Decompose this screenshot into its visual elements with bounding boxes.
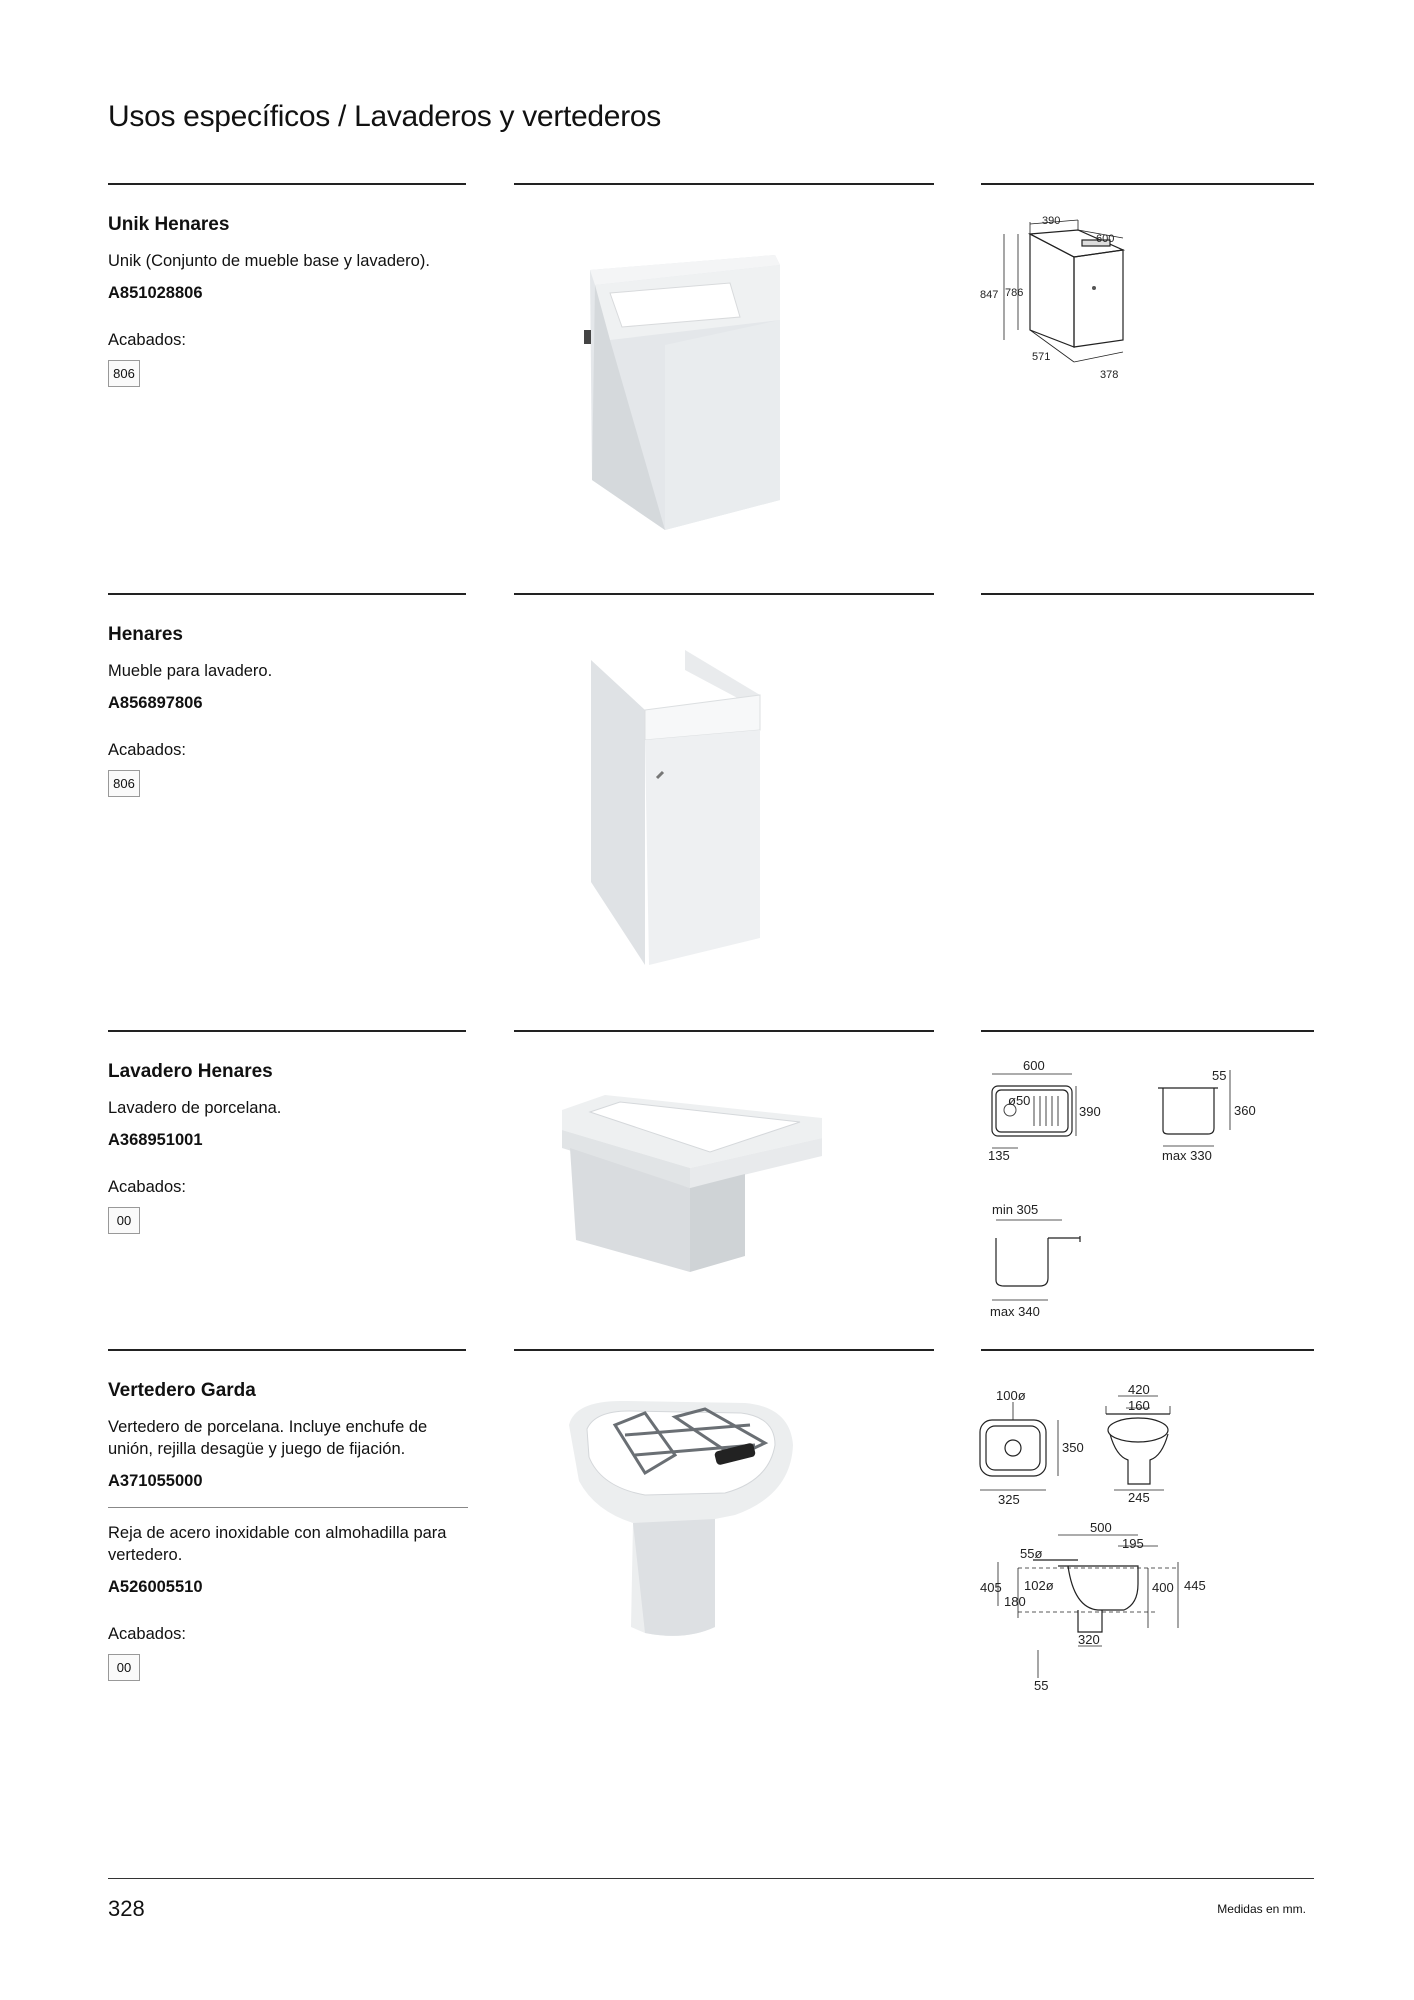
finish-label: Acabados: [108,1178,186,1196]
dim-500: 500 [1090,1520,1112,1535]
section-divider [108,1030,466,1032]
dim-55: 55 [1034,1678,1049,1693]
dim-378: 378 [1100,369,1119,381]
section-divider [108,593,466,595]
section-divider [514,183,934,185]
unik-henares-technical-drawing [978,212,1158,392]
dim-max-340: max 340 [990,1304,1040,1319]
dim-786: 786 [1005,287,1024,299]
product-info-henares [108,624,468,797]
product-info-lavadero-henares [108,1061,468,1234]
sub-divider [108,1507,468,1508]
dim-hole: ø50 [1008,1093,1031,1108]
lavadero-henares-technical-drawing [978,1060,1278,1320]
dim-420: 420 [1128,1382,1150,1397]
dim-180: 180 [1004,1594,1026,1609]
product-code: A856897806 [108,694,203,712]
dim-600: 600 [1023,1060,1045,1073]
dim-390: 390 [1042,215,1061,227]
accessory-code: A526005510 [108,1578,203,1596]
lavadero-henares-photo [560,1090,825,1275]
dim-195: 195 [1122,1536,1144,1551]
dim-325: 325 [998,1492,1020,1507]
dim-847: 847 [980,289,999,301]
vertedero-garda-photo [565,1395,800,1645]
dim-max-330: max 330 [1162,1148,1212,1163]
dim-350: 350 [1062,1440,1084,1455]
dim-135: 135 [988,1148,1010,1163]
page-number: 328 [108,1896,145,1921]
dim-100: 100ø [996,1388,1026,1403]
section-divider [981,183,1314,185]
dim-360: 360 [1234,1103,1256,1118]
henares-cabinet-photo [585,650,765,970]
finish-swatch[interactable]: 806 [108,360,140,387]
product-description: Vertedero de porcelana. Incluye enchufe de unión, rejilla desagüe y juego de fijación. [108,1418,428,1458]
dim-55: 55 [1212,1068,1227,1083]
product-description: Unik (Conjunto de mueble base y lavadero). [108,252,430,270]
vertedero-garda-technical-drawing [978,1378,1238,1698]
dim-400: 400 [1152,1580,1174,1595]
finish-label: Acabados: [108,741,186,759]
finish-label: Acabados: [108,1625,186,1643]
dim-600: 600 [1096,233,1115,245]
section-divider [514,593,934,595]
product-code: A368951001 [108,1131,203,1149]
footer-divider [108,1878,1314,1879]
section-divider [108,183,466,185]
product-description: Lavadero de porcelana. [108,1099,282,1117]
dim-160: 160 [1128,1398,1150,1413]
section-divider [108,1349,466,1351]
section-divider [981,1349,1314,1351]
units-note: Medidas en mm. [1217,1902,1306,1916]
product-code: A851028806 [108,284,203,302]
finish-swatch[interactable]: 00 [108,1654,140,1681]
product-name: Henares [108,624,183,645]
section-divider [981,593,1314,595]
dim-55-diameter: 55ø [1020,1546,1043,1561]
product-description: Mueble para lavadero. [108,662,273,680]
finish-label: Acabados: [108,331,186,349]
finish-swatch[interactable]: 806 [108,770,140,797]
dim-min-305: min 305 [992,1202,1039,1217]
product-info-unik-henares [108,214,468,387]
section-divider [514,1349,934,1351]
dim-571: 571 [1032,351,1051,363]
dim-390: 390 [1079,1104,1101,1119]
accessory-description: Reja de acero inoxidable con almohadilla para vertedero. [108,1524,447,1564]
product-name: Unik Henares [108,214,230,235]
product-code: A371055000 [108,1472,203,1490]
section-divider [981,1030,1314,1032]
product-name: Lavadero Henares [108,1061,273,1082]
product-name: Vertedero Garda [108,1380,256,1401]
dim-245: 245 [1128,1490,1150,1505]
dim-320: 320 [1078,1632,1100,1647]
unik-henares-photo [580,245,790,535]
dim-102: 102ø [1024,1578,1054,1593]
finish-swatch[interactable]: 00 [108,1207,140,1234]
page-title: Usos específicos / Lavaderos y vertederos [108,100,661,133]
section-divider [514,1030,934,1032]
dim-445: 445 [1184,1578,1206,1593]
product-info-vertedero-garda [108,1380,468,1681]
dim-405: 405 [980,1580,1002,1595]
